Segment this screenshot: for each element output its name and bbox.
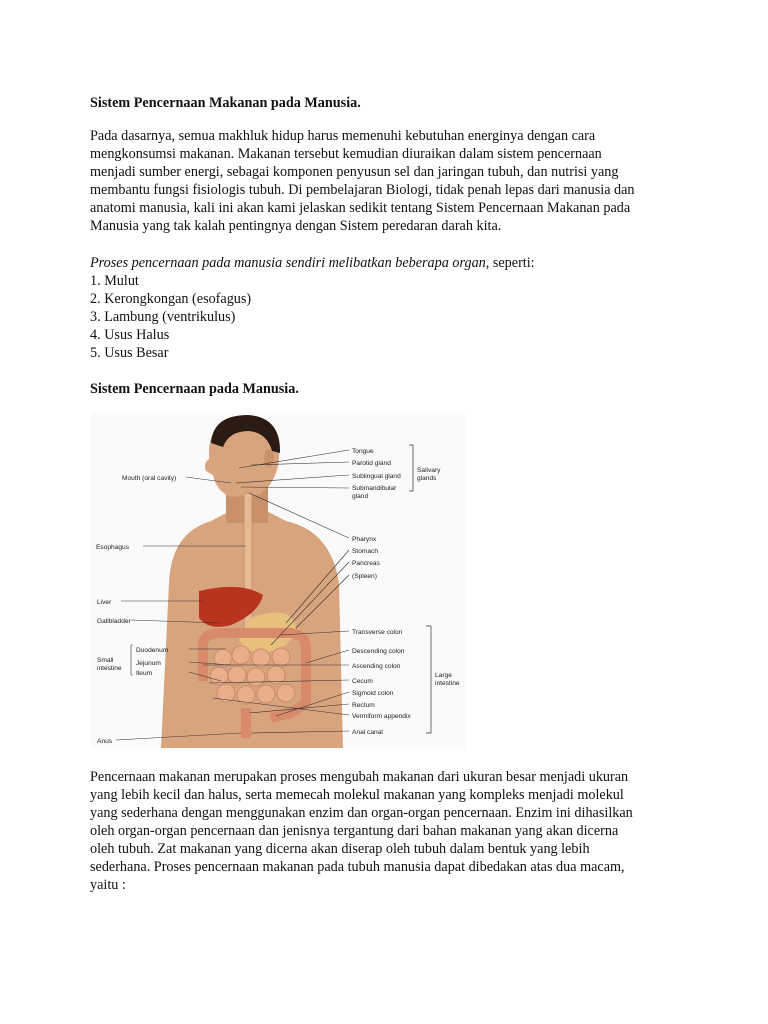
paragraph-line: oleh organ-organ pencernaan dan jenisnya tergantung dari bahan makanan yang akan dicerna [90,823,619,839]
label-transverse: Transverse colon [352,629,403,636]
label-stomach: Stomach [352,548,379,555]
label-small-intestine-2: intestine [97,665,122,672]
organ-list [90,272,690,362]
organs-intro [90,254,535,272]
label-anal-canal: Anal canal [352,729,383,736]
label-rectum: Rectum [352,702,375,709]
paragraph-line: oleh tubuh. Zat makanan yang dicerna akan diserap oleh tubuh dalam bentuk yang lebih [90,841,590,857]
label-appendix: Vermiform appendix [352,713,411,720]
list-item: 3. Lambung (ventrikulus) [90,309,236,325]
label-spleen: (Spleen) [352,573,377,580]
label-sublingual: Sublingual gland [352,473,401,480]
list-item: 1. Mulut [90,273,139,289]
section-heading: Sistem Pencernaan pada Manusia. [90,381,299,397]
paragraph-line: yang sederhana dengan menggunakan enzim dan organ-organ pencernaan. Enzim ini dihasilkan [90,805,633,821]
label-large-2: intestine [435,680,460,687]
label-descending: Descending colon [352,648,405,655]
salivary-bracket [409,445,413,491]
label-pancreas: Pancreas [352,560,380,567]
label-submandibular-2: gland [352,493,369,500]
label-cecum: Cecum [352,678,373,685]
organs-intro-italic: Proses pencernaan pada manusia sendiri melibatkan beberapa organ, [90,255,490,271]
label-salivary-2: glands [417,475,437,482]
intro-paragraph [90,127,690,235]
label-sigmoid: Sigmoid colon [352,690,394,697]
label-gallbladder: Gallbladder [97,618,131,625]
label-anus: Anus [97,738,113,745]
list-item: 4. Usus Halus [90,327,170,343]
small-intestine-coils [210,646,295,704]
paragraph-line: sederhana. Proses pencernaan makanan pada tubuh manusia dapat dibedakan atas dua macam, [90,859,625,875]
paragraph-line: membantu fungsi fisiologis tubuh. Di pembelajaran Biologi, tidak penah lepas dari manusia dan [90,182,635,198]
anatomy-illustration [91,413,466,749]
label-submandibular-1: Submandibular [352,485,397,492]
list-item: 2. Kerongkongan (esofagus) [90,291,252,307]
paragraph-line: yaitu : [90,877,126,893]
label-small-intestine-1: Small [97,657,114,664]
paragraph-line: menjadi sumber energi, sebagai komponen penyusun sel dan jaringan tubuh, dan nutrisi yang [90,164,619,180]
label-ascending: Ascending colon [352,663,401,670]
closing-paragraph [90,768,690,894]
label-ileum: Ileum [136,670,153,677]
list-item: 5. Usus Besar [90,345,169,361]
paragraph-line: Manusia yang tak kalah pentingnya dengan Sistem peredaran darah kita. [90,218,502,234]
label-mouth: Mouth (oral cavity) [122,475,177,482]
label-salivary-1: Salivary [417,467,441,474]
paragraph-line: anatomi manusia, kali ini akan kami jelaskan sedikit tentang Sistem Pencernaan Makanan pada [90,200,631,216]
label-pharynx: Pharynx [352,536,377,543]
label-liver: Liver [97,599,112,606]
label-esophagus: Esophagus [96,544,129,551]
small-intestine-bracket [131,645,133,675]
rectum-organ [241,708,251,738]
label-tongue: Tongue [352,448,374,455]
paragraph-line: yang lebih kecil dan halus, serta memecah molekul makanan yang kompleks menjadi molekul [90,787,624,803]
label-parotid: Parotid gland [352,460,391,467]
paragraph-line: mengkonsumsi makanan. Makanan tersebut kemudian diuraikan dalam sistem pencernaan [90,146,602,162]
digestive-system-diagram [91,413,466,749]
paragraph-line: Pada dasarnya, semua makhluk hidup harus memenuhi kebutuhan energinya dengan cara [90,128,596,144]
label-large-1: Large [435,672,452,679]
main-heading: Sistem Pencernaan Makanan pada Manusia. [90,95,361,111]
label-jejunum: Jejunum [136,660,161,667]
label-duodenum: Duodenum [136,647,169,654]
organs-intro-rest: seperti: [489,255,535,271]
paragraph-line: Pencernaan makanan merupakan proses mengubah makanan dari ukuran besar menjadi ukuran [90,769,629,785]
large-intestine-bracket [426,626,431,733]
